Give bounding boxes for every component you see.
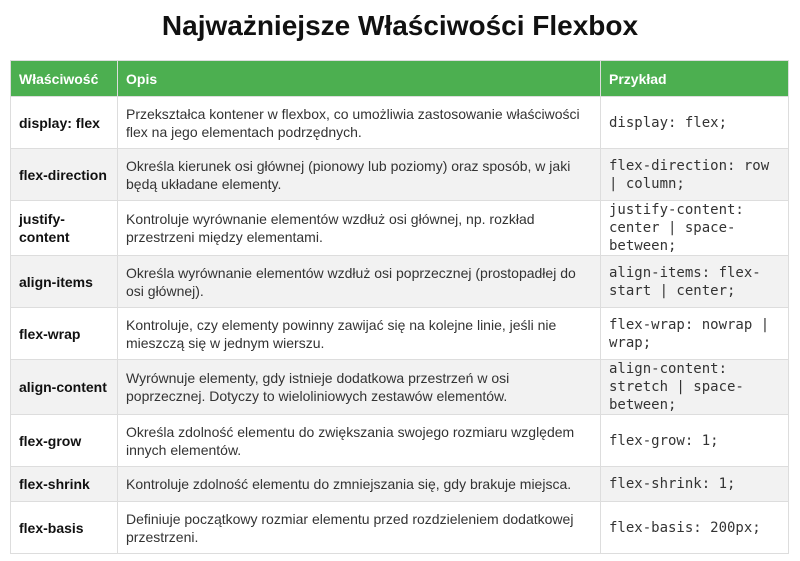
column-header-description: Opis xyxy=(118,61,601,97)
example-cell: flex-direction: row | column; xyxy=(601,149,789,201)
flexbox-properties-table xyxy=(10,60,789,554)
property-cell: flex-direction xyxy=(11,149,118,201)
property-cell: align-content xyxy=(11,360,118,415)
table-row xyxy=(11,502,789,554)
example-cell: flex-grow: 1; xyxy=(601,415,789,467)
property-cell: display: flex xyxy=(11,97,118,149)
header-row xyxy=(11,61,789,97)
property-cell: flex-shrink xyxy=(11,467,118,502)
table-row xyxy=(11,256,789,308)
description-cell: Określa wyrównanie elementów wzdłuż osi poprzecznej (prostopadłej do osi głównej). xyxy=(118,256,601,308)
description-cell: Definiuje początkowy rozmiar elementu przed rozdzieleniem dodatkowej przestrzeni. xyxy=(118,502,601,554)
table-row xyxy=(11,97,789,149)
table-row xyxy=(11,467,789,502)
example-cell: align-items: flex-start | center; xyxy=(601,256,789,308)
table-row xyxy=(11,201,789,256)
example-cell: flex-basis: 200px; xyxy=(601,502,789,554)
column-header-example: Przykład xyxy=(601,61,789,97)
description-cell: Przekształca kontener w flexbox, co umożliwia zastosowanie właściwości flex na jego elementach podrzędnych. xyxy=(118,97,601,149)
table-row xyxy=(11,308,789,360)
table-row xyxy=(11,360,789,415)
description-cell: Kontroluje, czy elementy powinny zawijać się na kolejne linie, jeśli nie mieszczą się w jednym wierszu. xyxy=(118,308,601,360)
page-title: Najważniejsze Właściwości Flexbox xyxy=(161,10,639,41)
description-cell: Określa kierunek osi głównej (pionowy lub poziomy) oraz sposób, w jaki będą układane elementy. xyxy=(118,149,601,201)
property-cell: justify-content xyxy=(11,201,118,256)
table-row xyxy=(11,149,789,201)
example-cell: flex-shrink: 1; xyxy=(601,467,789,502)
example-cell: display: flex; xyxy=(601,97,789,149)
example-cell: align-content: stretch | space-between; xyxy=(601,360,789,415)
description-cell: Określa zdolność elementu do zwiększania swojego rozmiaru względem innych elementów. xyxy=(118,415,601,467)
column-header-property: Właściwość xyxy=(11,61,118,97)
property-cell: flex-grow xyxy=(11,415,118,467)
example-cell: justify-content: center | space-between; xyxy=(601,201,789,256)
table-header xyxy=(11,61,789,97)
property-cell: align-items xyxy=(11,256,118,308)
table-row xyxy=(11,415,789,467)
description-cell: Kontroluje zdolność elementu do zmniejszania się, gdy brakuje miejsca. xyxy=(118,467,601,502)
description-cell: Wyrównuje elementy, gdy istnieje dodatkowa przestrzeń w osi poprzecznej. Dotyczy to wieloliniowych zestawów elementów. xyxy=(118,360,601,415)
property-cell: flex-basis xyxy=(11,502,118,554)
example-cell: flex-wrap: nowrap | wrap; xyxy=(601,308,789,360)
description-cell: Kontroluje wyrównanie elementów wzdłuż osi głównej, np. rozkład przestrzeni między elementami. xyxy=(118,201,601,256)
property-cell: flex-wrap xyxy=(11,308,118,360)
table-body xyxy=(11,97,789,554)
